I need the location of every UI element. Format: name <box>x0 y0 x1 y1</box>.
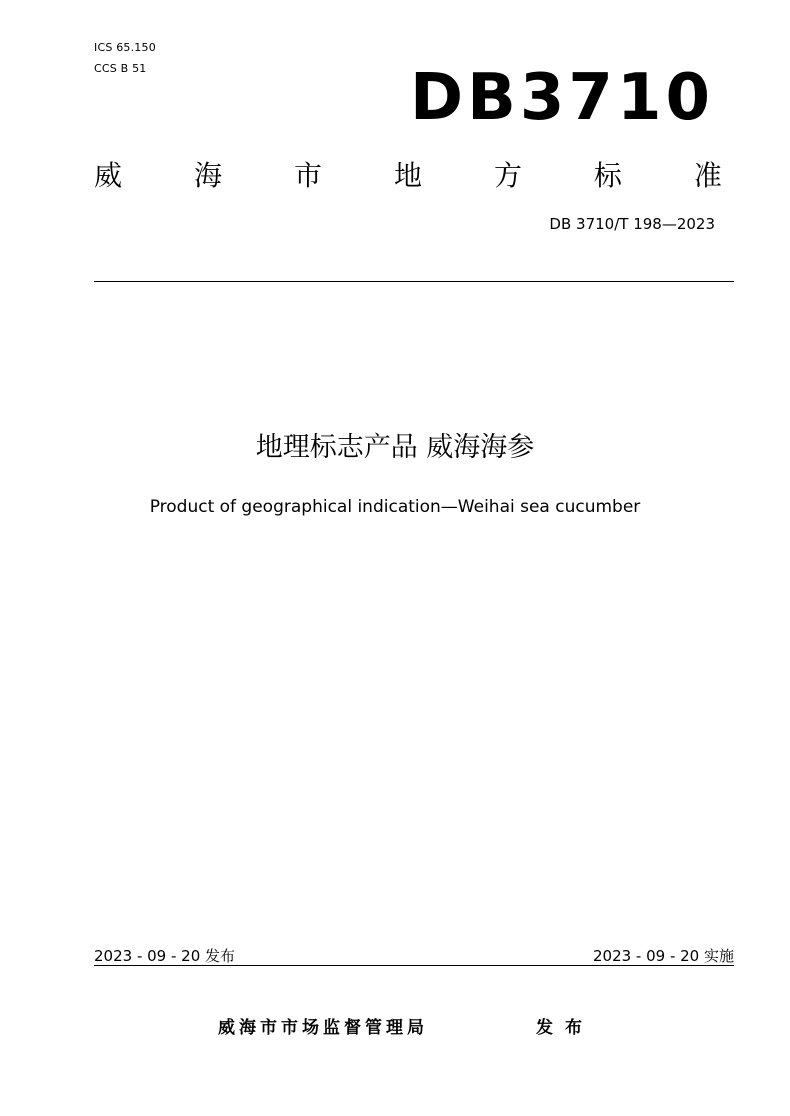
bottom-divider <box>94 965 734 966</box>
ics-code: ICS 65.150 <box>94 41 156 54</box>
standard-type-char: 海 <box>193 159 222 192</box>
title-chinese: 地理标志产品 威海海参 <box>255 432 535 463</box>
standard-type-char: 地 <box>393 159 422 192</box>
top-divider <box>94 281 734 282</box>
issuing-authority: 威海市市场监督管理局 <box>218 1018 428 1038</box>
publish-date: 2023 - 09 - 20 发布 <box>94 947 236 965</box>
effective-date: 2023 - 09 - 20 实施 <box>592 947 734 965</box>
standard-type-char: 方 <box>493 159 522 192</box>
title-english: Product of geographical indication—Weihai sea cucumber <box>149 497 641 517</box>
ccs-code: CCS B 51 <box>94 62 147 75</box>
standard-logo: DB3710 <box>409 61 714 135</box>
standard-type-title <box>94 152 722 196</box>
issue-label: 发布 <box>536 1018 594 1038</box>
standard-type-char: 标 <box>593 159 622 192</box>
standard-number: DB 3710/T 198—2023 <box>549 215 715 233</box>
standard-type-char: 准 <box>693 159 722 192</box>
standard-type-char: 市 <box>293 159 322 192</box>
standard-type-char: 威 <box>94 159 123 192</box>
